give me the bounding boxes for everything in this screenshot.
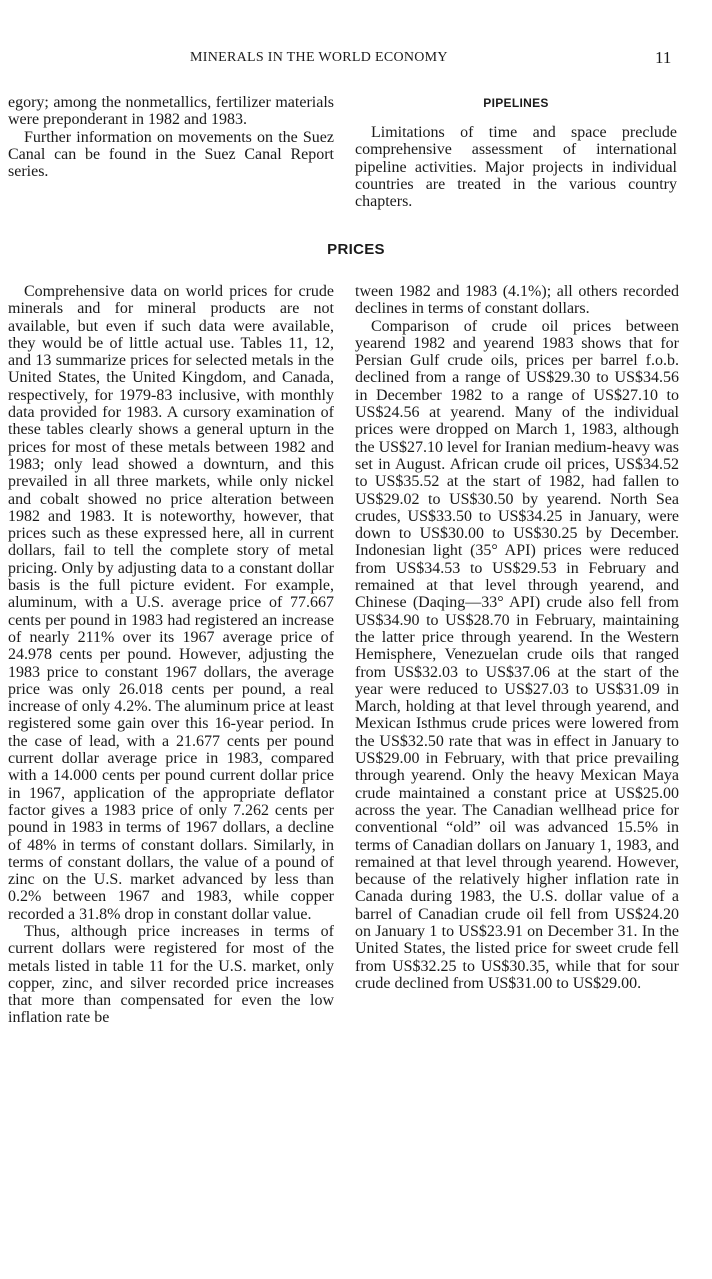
running-head-title: MINERALS IN THE WORLD ECONOMY — [190, 50, 448, 65]
top-left-column — [8, 94, 334, 180]
prices-right-column — [355, 283, 679, 992]
paragraph: Thus, although price increases in terms of current dollars were registered for most of the metals listed in table 11 for the U.S. market, only copper, zinc, and silver recorded price increases that more than compensated for even the low inflation rate be — [8, 922, 334, 1027]
paragraph: Comparison of crude oil prices between yearend 1982 and yearend 1983 shows that for Persian Gulf crude oils, prices per barrel f.o.b. declined from a range of US$29.30 to US$34.56 in December 1982 to a range of US$27.10 to US$24.56 at yearend. Many of the individual prices were dropped on March 1, 1983, although the US$27.10 level for Iranian medium-heavy was set in August. African crude oil prices, US$34.52 to US$35.52 at the start of 1982, had fallen to US$29.02 to US$30.50 by yearend. North Sea crudes, US$33.50 to US$34.25 in January, were down to US$30.00 to US$30.25 by December. Indonesian light (35° API) prices were reduced from US$34.53 to US$29.53 in February and remained at that level through yearend, and Chinese (Daqing—33° API) crude also fell from US$34.90 to US$28.70 in February, maintaining the latter price through yearend. In the Western Hemisphere, Venezuelan crude oils that ranged from US$32.03 to US$37.06 at the start of the year were reduced to US$27.03 to US$31.09 in March, holding at that level through yearend, and Mexican Isthmus crude prices were lowered from the US$32.50 rate that was in effect in January to US$29.00 in February, with that price prevailing through yearend. Only the heavy Mexican Maya crude maintained a constant price at US$25.00 across the year. The Canadian wellhead price for conventional “old” oil was advanced 15.5% in terms of Canadian dollars on January 1, 1983, and remained at that level through yearend. However, because of the relatively higher inflation rate in Canada during 1983, the U.S. dollar value of a barrel of Canadian crude oil fell from US$24.20 on January 1 to US$23.91 on December 31. In the United States, the listed price for sweet crude fell from US$32.25 to US$30.35, while that for sour crude declined from US$31.00 to US$29.00. — [355, 317, 679, 992]
paragraph: tween 1982 and 1983 (4.1%); all others recorded declines in terms of constant dollars. — [355, 283, 679, 318]
pipelines-column — [355, 124, 677, 210]
prices-heading: PRICES — [327, 241, 385, 258]
pipelines-heading: PIPELINES — [483, 96, 549, 110]
paragraph: egory; among the nonmetallics, fertilizer materials were preponderant in 1982 and 1983. — [8, 94, 334, 129]
paragraph: Further information on movements on the Suez Canal can be found in the Suez Canal Report series. — [8, 128, 334, 181]
paragraph: Limitations of time and space preclude comprehensive assessment of international pipeline activities. Major projects in individual countries are treated in the various country chapters. — [355, 124, 677, 211]
page-number: 11 — [655, 48, 672, 67]
prices-left-column — [8, 283, 334, 1027]
paragraph: Comprehensive data on world prices for crude minerals and for mineral products are not available, but even if such data were available, they would be of little actual use. Tables 11, 12, and 13 summarize prices for selected metals in the United States, the United Kingdom, and Canada, respectively, for 1979-83 inclusive, with monthly data provided for 1983. A cursory examination of these tables clearly shows a general upturn in the prices for most of these metals between 1982 and 1983; only lead showed a downturn, and this prevailed in all three markets, while only nickel and cobalt showed no price alteration between 1982 and 1983. It is noteworthy, however, that prices such as these expressed here, all in current dollars, fail to tell the complete story of metal pricing. Only by adjusting data to a constant dollar basis is the full picture evident. For example, aluminum, with a U.S. average price of 77.667 cents per pound in 1983 had registered an increase of nearly 211% over its 1967 average price of 24.978 cents per pound. However, adjusting the 1983 price to constant 1967 dollars, the average price was only 26.018 cents per pound, a real increase of only 4.2%. The aluminum price at least registered some gain over this 16-year period. In the case of lead, with a 21.677 cents per pound current dollar average price in 1983, compared with a 14.000 cents per pound current dollar price in 1967, application of the appropriate deflator factor gives a 1983 price of only 7.262 cents per pound in 1983 in terms of 1967 dollars, a decline of 48% in terms of constant dollars. Similarly, in terms of constant dollars, the value of a pound of zinc on the U.S. market advanced by less than 0.2% between 1967 and 1983, while copper recorded a 31.8% drop in constant dollar value. — [8, 283, 334, 923]
